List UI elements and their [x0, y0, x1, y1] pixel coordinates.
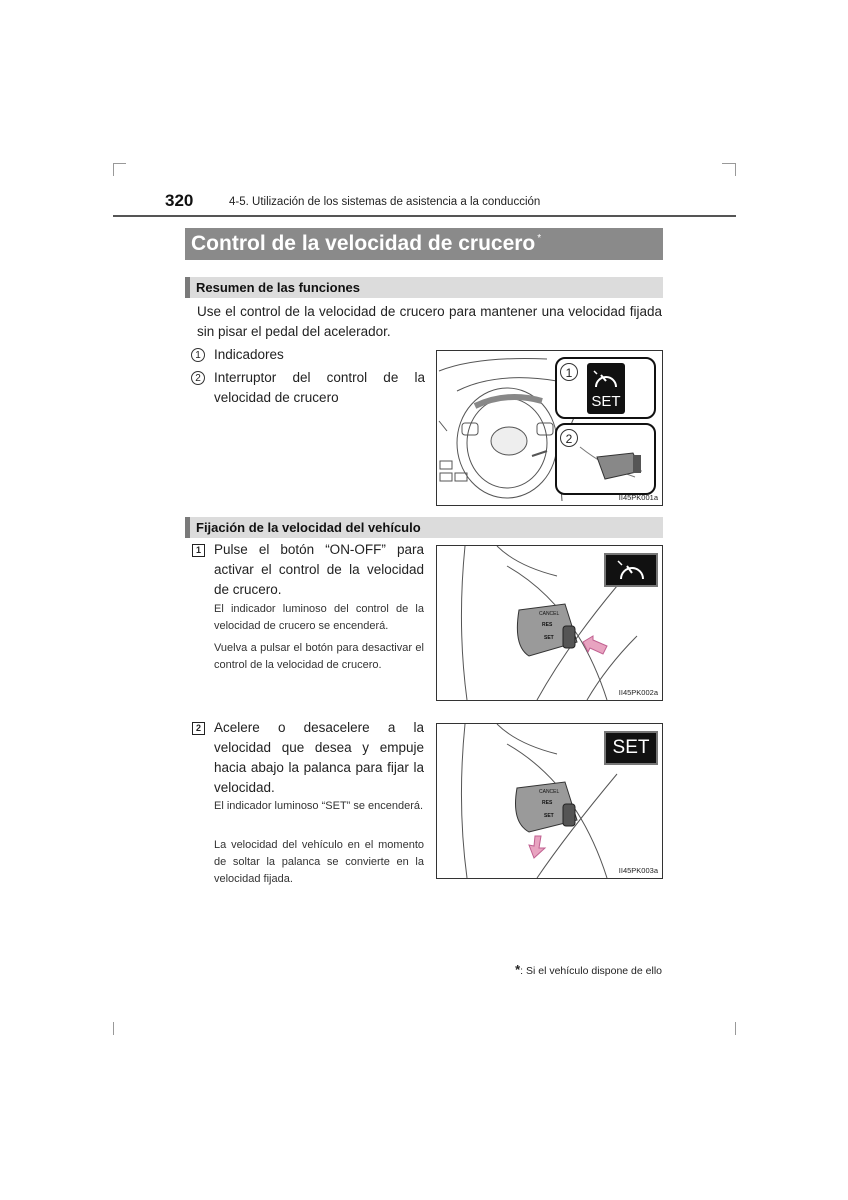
callout-number: 2: [560, 429, 578, 447]
step-text: Pulse el botón “ON-OFF” para activar el control de la velocidad de crucero.: [214, 542, 424, 597]
list-item-text: Indicadores: [214, 347, 284, 362]
crop-mark: [113, 163, 126, 164]
figure-code: II45PK001a: [618, 493, 658, 502]
footnote-mark: *: [515, 962, 521, 977]
step-note: El indicador luminoso “SET” se encenderá.: [214, 800, 424, 812]
set-indicator: [604, 731, 658, 765]
crop-mark: [113, 1022, 114, 1035]
callout-number: 1: [191, 348, 205, 362]
set-label: SET: [591, 393, 621, 410]
cruise-lever-icon: [575, 437, 655, 487]
header-rule: [113, 215, 736, 217]
crop-mark: [735, 163, 736, 176]
step-note: El indicador luminoso del control de la velocidad de crucero se encenderá.: [214, 603, 424, 632]
figure-dashboard: [436, 350, 663, 506]
page-number: 320: [165, 191, 194, 210]
push-down-arrow-icon: [529, 836, 545, 858]
page-title-bar: [185, 228, 663, 260]
step-note: Vuelva a pulsar el botón para desactivar el control de la velocidad de crucero.: [214, 642, 424, 671]
crop-mark: [735, 1022, 736, 1035]
figure-code: II45PK002a: [618, 688, 658, 697]
callout-number: 1: [560, 363, 578, 381]
step-number: 2: [192, 722, 205, 735]
lever-label-res: RES: [542, 800, 553, 806]
lever-label-cancel: CANCEL: [539, 611, 560, 617]
crop-mark: [113, 163, 114, 176]
section-heading-text: Fijación de la velocidad del vehículo: [196, 520, 421, 535]
section-heading-text: Resumen de las funciones: [196, 280, 360, 295]
cruise-indicator: [604, 553, 658, 587]
cruise-control-icon: [587, 365, 625, 393]
lever-label-res: RES: [542, 622, 553, 628]
footnote: [510, 962, 662, 977]
crop-mark: [722, 163, 735, 164]
section-heading-resumen: [185, 277, 663, 298]
step-text: Acelere o desacelere a la velocidad que desea y empuje hacia abajo la palanca para fijar la velocidad.: [214, 720, 424, 795]
lever-label-cancel: CANCEL: [539, 789, 560, 795]
switch-callout: [555, 423, 656, 495]
section-heading-fijacion: [185, 517, 663, 538]
list-item: [191, 368, 425, 408]
footnote-marker: *: [537, 232, 542, 244]
lever-label-set: SET: [544, 635, 554, 641]
figure-code: II45PK003a: [618, 866, 658, 875]
callout-number: 2: [191, 371, 205, 385]
cruise-control-icon: [606, 555, 656, 585]
page-title: Control de la velocidad de crucero: [191, 232, 536, 255]
lever-label-set: SET: [544, 813, 554, 819]
list-item-text: Interruptor del control de la velocidad de crucero: [214, 370, 425, 405]
figure-set: [436, 723, 663, 879]
set-label: SET: [612, 737, 650, 758]
step-note: La velocidad del vehículo en el momento de soltar la palanca se convierte en la velocidad fijada.: [214, 839, 424, 885]
footnote-text: : Si el vehículo dispone de ello: [520, 965, 662, 977]
figure-on-off: [436, 545, 663, 701]
step-number: 1: [192, 544, 205, 557]
list-item: [191, 345, 431, 365]
set-indicator: [587, 363, 625, 414]
intro-paragraph: Use el control de la velocidad de crucero para mantener una velocidad fijada sin pisar el pedal del acelerador.: [197, 304, 662, 339]
chapter-heading: 4-5. Utilización de los sistemas de asistencia a la conducción: [229, 196, 541, 208]
indicator-callout: [555, 357, 656, 419]
